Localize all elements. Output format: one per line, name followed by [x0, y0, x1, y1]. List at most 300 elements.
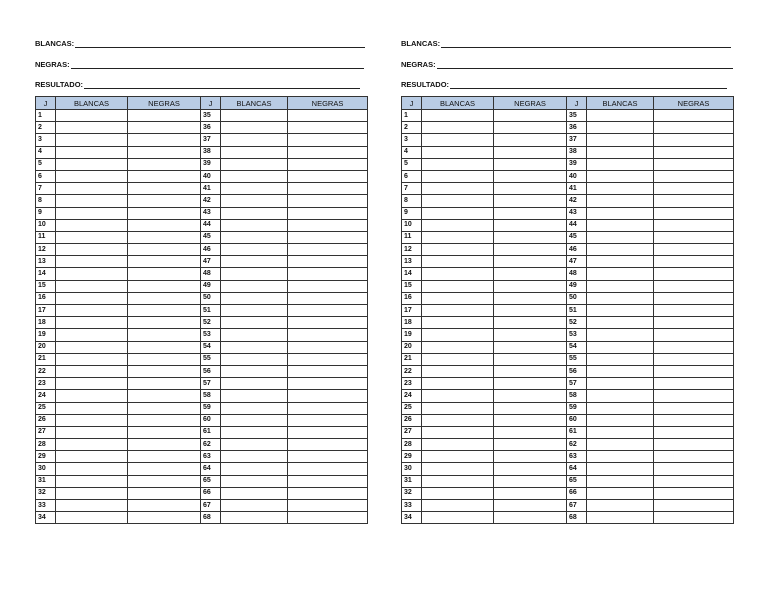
- white-move-cell[interactable]: [56, 170, 128, 182]
- white-move-cell[interactable]: [56, 183, 128, 195]
- black-move-cell[interactable]: [494, 146, 567, 158]
- black-move-cell[interactable]: [128, 463, 201, 475]
- black-move-cell[interactable]: [128, 146, 201, 158]
- black-move-cell[interactable]: [654, 207, 734, 219]
- white-move-cell[interactable]: [221, 414, 288, 426]
- white-move-cell[interactable]: [221, 317, 288, 329]
- white-move-cell[interactable]: [587, 329, 654, 341]
- black-move-cell[interactable]: [128, 256, 201, 268]
- black-move-cell[interactable]: [654, 414, 734, 426]
- white-move-cell[interactable]: [56, 341, 128, 353]
- white-move-cell[interactable]: [587, 231, 654, 243]
- white-move-cell[interactable]: [56, 219, 128, 231]
- white-move-cell[interactable]: [587, 390, 654, 402]
- black-move-cell[interactable]: [288, 158, 368, 170]
- black-move-cell[interactable]: [128, 475, 201, 487]
- negras-label: NEGRAS:: [35, 60, 70, 69]
- white-move-cell[interactable]: [587, 305, 654, 317]
- black-move-cell[interactable]: [654, 341, 734, 353]
- black-move-cell[interactable]: [128, 500, 201, 512]
- black-move-cell[interactable]: [128, 439, 201, 451]
- black-move-cell[interactable]: [494, 158, 567, 170]
- white-move-cell[interactable]: [422, 207, 494, 219]
- black-move-cell[interactable]: [654, 231, 734, 243]
- black-move-cell[interactable]: [288, 353, 368, 365]
- black-move-cell[interactable]: [128, 390, 201, 402]
- black-move-cell[interactable]: [654, 500, 734, 512]
- black-move-cell[interactable]: [654, 219, 734, 231]
- black-move-cell[interactable]: [494, 414, 567, 426]
- table-row: [402, 158, 734, 170]
- white-move-cell[interactable]: [221, 231, 288, 243]
- white-move-cell[interactable]: [587, 365, 654, 377]
- black-move-cell[interactable]: [288, 500, 368, 512]
- black-move-cell[interactable]: [494, 426, 567, 438]
- black-move-cell[interactable]: [494, 317, 567, 329]
- black-move-cell[interactable]: [654, 195, 734, 207]
- black-move-cell[interactable]: [288, 219, 368, 231]
- white-move-cell[interactable]: [221, 219, 288, 231]
- black-move-cell[interactable]: [494, 122, 567, 134]
- white-move-cell[interactable]: [587, 426, 654, 438]
- white-move-cell[interactable]: [587, 158, 654, 170]
- white-move-cell[interactable]: [56, 305, 128, 317]
- white-move-cell[interactable]: [221, 463, 288, 475]
- black-move-cell[interactable]: [654, 353, 734, 365]
- black-move-cell[interactable]: [288, 268, 368, 280]
- white-move-cell[interactable]: [422, 292, 494, 304]
- black-move-cell[interactable]: [288, 244, 368, 256]
- black-move-cell[interactable]: [128, 329, 201, 341]
- white-move-cell[interactable]: [422, 244, 494, 256]
- black-move-cell[interactable]: [288, 365, 368, 377]
- negras-field[interactable]: [35, 57, 364, 69]
- white-move-cell[interactable]: [56, 487, 128, 499]
- white-move-cell[interactable]: [221, 451, 288, 463]
- white-move-cell[interactable]: [422, 487, 494, 499]
- white-move-cell[interactable]: [587, 500, 654, 512]
- white-move-cell[interactable]: [56, 292, 128, 304]
- white-move-cell[interactable]: [587, 268, 654, 280]
- black-move-cell[interactable]: [128, 292, 201, 304]
- move-number-cell: 64: [201, 463, 221, 475]
- move-number-cell: 28: [402, 439, 422, 451]
- table-row: [36, 463, 368, 475]
- white-move-cell[interactable]: [221, 183, 288, 195]
- white-move-cell[interactable]: [422, 305, 494, 317]
- white-move-cell[interactable]: [422, 390, 494, 402]
- black-move-cell[interactable]: [494, 305, 567, 317]
- black-move-cell[interactable]: [288, 122, 368, 134]
- black-move-cell[interactable]: [288, 378, 368, 390]
- black-move-cell[interactable]: [654, 463, 734, 475]
- white-move-cell[interactable]: [221, 475, 288, 487]
- white-move-cell[interactable]: [221, 146, 288, 158]
- move-number-cell: 51: [201, 305, 221, 317]
- black-move-cell[interactable]: [494, 475, 567, 487]
- white-move-cell[interactable]: [221, 500, 288, 512]
- black-move-cell[interactable]: [288, 439, 368, 451]
- black-move-cell[interactable]: [128, 170, 201, 182]
- black-move-cell[interactable]: [494, 183, 567, 195]
- move-number-cell: 59: [201, 402, 221, 414]
- black-move-cell[interactable]: [288, 426, 368, 438]
- black-move-cell[interactable]: [494, 341, 567, 353]
- white-move-cell[interactable]: [422, 353, 494, 365]
- black-move-cell[interactable]: [128, 353, 201, 365]
- white-move-cell[interactable]: [221, 426, 288, 438]
- white-move-cell[interactable]: [56, 439, 128, 451]
- white-move-cell[interactable]: [221, 487, 288, 499]
- white-move-cell[interactable]: [422, 110, 494, 122]
- black-move-cell[interactable]: [494, 365, 567, 377]
- black-move-cell[interactable]: [288, 146, 368, 158]
- white-move-cell[interactable]: [56, 256, 128, 268]
- white-move-cell[interactable]: [56, 378, 128, 390]
- black-move-cell[interactable]: [654, 305, 734, 317]
- black-move-cell[interactable]: [494, 292, 567, 304]
- black-move-cell[interactable]: [128, 305, 201, 317]
- black-move-cell[interactable]: [494, 244, 567, 256]
- black-move-cell[interactable]: [654, 183, 734, 195]
- white-move-cell[interactable]: [587, 402, 654, 414]
- white-move-cell[interactable]: [221, 305, 288, 317]
- black-move-cell[interactable]: [494, 231, 567, 243]
- black-move-cell[interactable]: [128, 231, 201, 243]
- white-move-cell[interactable]: [422, 219, 494, 231]
- white-move-cell[interactable]: [422, 122, 494, 134]
- black-move-cell[interactable]: [288, 451, 368, 463]
- black-move-cell[interactable]: [128, 110, 201, 122]
- black-move-cell[interactable]: [654, 244, 734, 256]
- white-move-cell[interactable]: [56, 231, 128, 243]
- white-move-cell[interactable]: [422, 134, 494, 146]
- white-move-cell[interactable]: [56, 365, 128, 377]
- black-move-cell[interactable]: [494, 402, 567, 414]
- white-move-cell[interactable]: [422, 439, 494, 451]
- white-move-cell[interactable]: [221, 170, 288, 182]
- white-move-cell[interactable]: [587, 219, 654, 231]
- white-move-cell[interactable]: [221, 280, 288, 292]
- white-move-cell[interactable]: [56, 451, 128, 463]
- white-move-cell[interactable]: [56, 463, 128, 475]
- black-move-cell[interactable]: [654, 292, 734, 304]
- move-number-cell: 1: [36, 110, 56, 122]
- white-move-cell[interactable]: [587, 378, 654, 390]
- black-move-cell[interactable]: [128, 426, 201, 438]
- black-move-cell[interactable]: [288, 256, 368, 268]
- black-move-cell[interactable]: [654, 512, 734, 524]
- black-move-cell[interactable]: [494, 207, 567, 219]
- black-move-cell[interactable]: [654, 475, 734, 487]
- white-move-cell[interactable]: [56, 402, 128, 414]
- black-move-cell[interactable]: [128, 244, 201, 256]
- black-move-cell[interactable]: [654, 170, 734, 182]
- black-move-cell[interactable]: [128, 280, 201, 292]
- white-move-cell[interactable]: [422, 475, 494, 487]
- white-move-cell[interactable]: [422, 268, 494, 280]
- white-move-cell[interactable]: [221, 268, 288, 280]
- white-move-cell[interactable]: [221, 378, 288, 390]
- black-move-cell[interactable]: [128, 219, 201, 231]
- white-move-cell[interactable]: [422, 341, 494, 353]
- white-move-cell[interactable]: [56, 122, 128, 134]
- white-move-cell[interactable]: [587, 280, 654, 292]
- black-move-cell[interactable]: [654, 451, 734, 463]
- black-move-cell[interactable]: [654, 146, 734, 158]
- white-move-cell[interactable]: [56, 353, 128, 365]
- black-move-cell[interactable]: [654, 390, 734, 402]
- black-move-cell[interactable]: [288, 195, 368, 207]
- move-number-cell: 26: [402, 414, 422, 426]
- black-move-cell[interactable]: [494, 463, 567, 475]
- black-move-cell[interactable]: [494, 170, 567, 182]
- white-move-cell[interactable]: [587, 256, 654, 268]
- black-move-cell[interactable]: [128, 134, 201, 146]
- black-move-cell[interactable]: [288, 292, 368, 304]
- white-move-cell[interactable]: [56, 512, 128, 524]
- white-move-cell[interactable]: [422, 158, 494, 170]
- white-move-cell[interactable]: [56, 414, 128, 426]
- black-move-cell[interactable]: [494, 280, 567, 292]
- black-move-cell[interactable]: [654, 365, 734, 377]
- black-move-cell[interactable]: [128, 487, 201, 499]
- white-move-cell[interactable]: [221, 256, 288, 268]
- white-move-cell[interactable]: [587, 451, 654, 463]
- black-move-cell[interactable]: [494, 512, 567, 524]
- black-move-cell[interactable]: [288, 231, 368, 243]
- col-negras-header: NEGRAS: [288, 97, 368, 110]
- black-move-cell[interactable]: [494, 219, 567, 231]
- white-move-cell[interactable]: [221, 402, 288, 414]
- move-number-cell: 17: [402, 305, 422, 317]
- white-move-cell[interactable]: [221, 158, 288, 170]
- white-move-cell[interactable]: [422, 146, 494, 158]
- white-move-cell[interactable]: [422, 195, 494, 207]
- white-move-cell[interactable]: [587, 195, 654, 207]
- black-move-cell[interactable]: [494, 439, 567, 451]
- black-move-cell[interactable]: [128, 268, 201, 280]
- white-move-cell[interactable]: [221, 134, 288, 146]
- black-move-cell[interactable]: [288, 207, 368, 219]
- black-move-cell[interactable]: [288, 280, 368, 292]
- black-move-cell[interactable]: [288, 512, 368, 524]
- white-move-cell[interactable]: [221, 122, 288, 134]
- white-move-cell[interactable]: [221, 365, 288, 377]
- black-move-cell[interactable]: [288, 170, 368, 182]
- black-move-cell[interactable]: [654, 268, 734, 280]
- white-move-cell[interactable]: [587, 317, 654, 329]
- table-row: [36, 183, 368, 195]
- white-move-cell[interactable]: [56, 317, 128, 329]
- negras-field[interactable]: [401, 57, 733, 69]
- white-move-cell[interactable]: [422, 256, 494, 268]
- black-move-cell[interactable]: [494, 451, 567, 463]
- white-move-cell[interactable]: [221, 439, 288, 451]
- white-move-cell[interactable]: [422, 231, 494, 243]
- white-move-cell[interactable]: [587, 134, 654, 146]
- black-move-cell[interactable]: [494, 110, 567, 122]
- black-move-cell[interactable]: [654, 158, 734, 170]
- black-move-cell[interactable]: [288, 110, 368, 122]
- black-move-cell[interactable]: [494, 500, 567, 512]
- table-row: [402, 439, 734, 451]
- black-move-cell[interactable]: [128, 402, 201, 414]
- black-move-cell[interactable]: [128, 365, 201, 377]
- black-move-cell[interactable]: [288, 305, 368, 317]
- white-move-cell[interactable]: [221, 292, 288, 304]
- table-row: [402, 219, 734, 231]
- white-move-cell[interactable]: [587, 353, 654, 365]
- black-move-cell[interactable]: [654, 426, 734, 438]
- move-number-cell: 43: [201, 207, 221, 219]
- white-move-cell[interactable]: [221, 207, 288, 219]
- black-move-cell[interactable]: [288, 317, 368, 329]
- black-move-cell[interactable]: [654, 402, 734, 414]
- white-move-cell[interactable]: [56, 475, 128, 487]
- black-move-cell[interactable]: [128, 317, 201, 329]
- blancas-field[interactable]: [35, 36, 365, 48]
- white-move-cell[interactable]: [422, 365, 494, 377]
- black-move-cell[interactable]: [288, 329, 368, 341]
- black-move-cell[interactable]: [654, 122, 734, 134]
- black-move-cell[interactable]: [128, 207, 201, 219]
- white-move-cell[interactable]: [56, 390, 128, 402]
- white-move-cell[interactable]: [221, 110, 288, 122]
- black-move-cell[interactable]: [288, 402, 368, 414]
- white-move-cell[interactable]: [56, 500, 128, 512]
- black-move-cell[interactable]: [128, 122, 201, 134]
- white-move-cell[interactable]: [587, 414, 654, 426]
- white-move-cell[interactable]: [221, 195, 288, 207]
- table-row: [402, 463, 734, 475]
- white-move-cell[interactable]: [422, 317, 494, 329]
- white-move-cell[interactable]: [221, 353, 288, 365]
- black-move-cell[interactable]: [654, 256, 734, 268]
- black-move-cell[interactable]: [288, 341, 368, 353]
- black-move-cell[interactable]: [288, 414, 368, 426]
- white-move-cell[interactable]: [587, 463, 654, 475]
- black-move-cell[interactable]: [654, 317, 734, 329]
- black-move-cell[interactable]: [128, 378, 201, 390]
- white-move-cell[interactable]: [56, 268, 128, 280]
- black-move-cell[interactable]: [654, 329, 734, 341]
- white-move-cell[interactable]: [56, 426, 128, 438]
- white-move-cell[interactable]: [587, 146, 654, 158]
- white-move-cell[interactable]: [56, 207, 128, 219]
- black-move-cell[interactable]: [128, 414, 201, 426]
- black-move-cell[interactable]: [654, 439, 734, 451]
- white-move-cell[interactable]: [587, 512, 654, 524]
- black-move-cell[interactable]: [288, 390, 368, 402]
- white-move-cell[interactable]: [422, 402, 494, 414]
- white-move-cell[interactable]: [56, 110, 128, 122]
- white-move-cell[interactable]: [56, 146, 128, 158]
- black-move-cell[interactable]: [288, 463, 368, 475]
- white-move-cell[interactable]: [587, 110, 654, 122]
- white-move-cell[interactable]: [422, 512, 494, 524]
- black-move-cell[interactable]: [288, 134, 368, 146]
- black-move-cell[interactable]: [494, 390, 567, 402]
- move-number-cell: 26: [36, 414, 56, 426]
- white-move-cell[interactable]: [422, 378, 494, 390]
- black-move-cell[interactable]: [128, 183, 201, 195]
- white-move-cell[interactable]: [422, 329, 494, 341]
- white-move-cell[interactable]: [221, 244, 288, 256]
- white-move-cell[interactable]: [422, 280, 494, 292]
- black-move-cell[interactable]: [128, 195, 201, 207]
- white-move-cell[interactable]: [56, 134, 128, 146]
- white-move-cell[interactable]: [587, 475, 654, 487]
- white-move-cell[interactable]: [422, 414, 494, 426]
- black-move-cell[interactable]: [654, 378, 734, 390]
- black-move-cell[interactable]: [494, 378, 567, 390]
- black-move-cell[interactable]: [654, 280, 734, 292]
- black-move-cell[interactable]: [494, 353, 567, 365]
- white-move-cell[interactable]: [56, 158, 128, 170]
- white-move-cell[interactable]: [56, 195, 128, 207]
- white-move-cell[interactable]: [56, 280, 128, 292]
- move-number-cell: 38: [201, 146, 221, 158]
- black-move-cell[interactable]: [288, 487, 368, 499]
- move-number-cell: 19: [36, 329, 56, 341]
- black-move-cell[interactable]: [128, 158, 201, 170]
- black-move-cell[interactable]: [288, 475, 368, 487]
- white-move-cell[interactable]: [422, 451, 494, 463]
- black-move-cell[interactable]: [494, 329, 567, 341]
- white-move-cell[interactable]: [587, 183, 654, 195]
- white-move-cell[interactable]: [587, 170, 654, 182]
- white-move-cell[interactable]: [422, 170, 494, 182]
- white-move-cell[interactable]: [221, 329, 288, 341]
- white-move-cell[interactable]: [422, 183, 494, 195]
- black-move-cell[interactable]: [654, 487, 734, 499]
- black-move-cell[interactable]: [128, 512, 201, 524]
- white-move-cell[interactable]: [221, 341, 288, 353]
- black-move-cell[interactable]: [494, 487, 567, 499]
- white-move-cell[interactable]: [56, 329, 128, 341]
- white-move-cell[interactable]: [587, 487, 654, 499]
- black-move-cell[interactable]: [494, 134, 567, 146]
- table-row: [402, 195, 734, 207]
- white-move-cell[interactable]: [587, 122, 654, 134]
- white-move-cell[interactable]: [56, 244, 128, 256]
- black-move-cell[interactable]: [654, 110, 734, 122]
- black-move-cell[interactable]: [654, 134, 734, 146]
- black-move-cell[interactable]: [128, 341, 201, 353]
- white-move-cell[interactable]: [587, 341, 654, 353]
- white-move-cell[interactable]: [587, 207, 654, 219]
- white-move-cell[interactable]: [587, 292, 654, 304]
- move-number-cell: 18: [402, 317, 422, 329]
- table-row: [36, 170, 368, 182]
- black-move-cell[interactable]: [494, 268, 567, 280]
- white-move-cell[interactable]: [587, 244, 654, 256]
- black-move-cell[interactable]: [288, 183, 368, 195]
- white-move-cell[interactable]: [422, 500, 494, 512]
- white-move-cell[interactable]: [221, 390, 288, 402]
- resultado-field[interactable]: [401, 77, 727, 89]
- blancas-field[interactable]: [401, 36, 731, 48]
- white-move-cell[interactable]: [422, 463, 494, 475]
- resultado-field[interactable]: [35, 77, 360, 89]
- black-move-cell[interactable]: [494, 195, 567, 207]
- white-move-cell[interactable]: [422, 426, 494, 438]
- white-move-cell[interactable]: [221, 512, 288, 524]
- black-move-cell[interactable]: [128, 451, 201, 463]
- white-move-cell[interactable]: [587, 439, 654, 451]
- black-move-cell[interactable]: [494, 256, 567, 268]
